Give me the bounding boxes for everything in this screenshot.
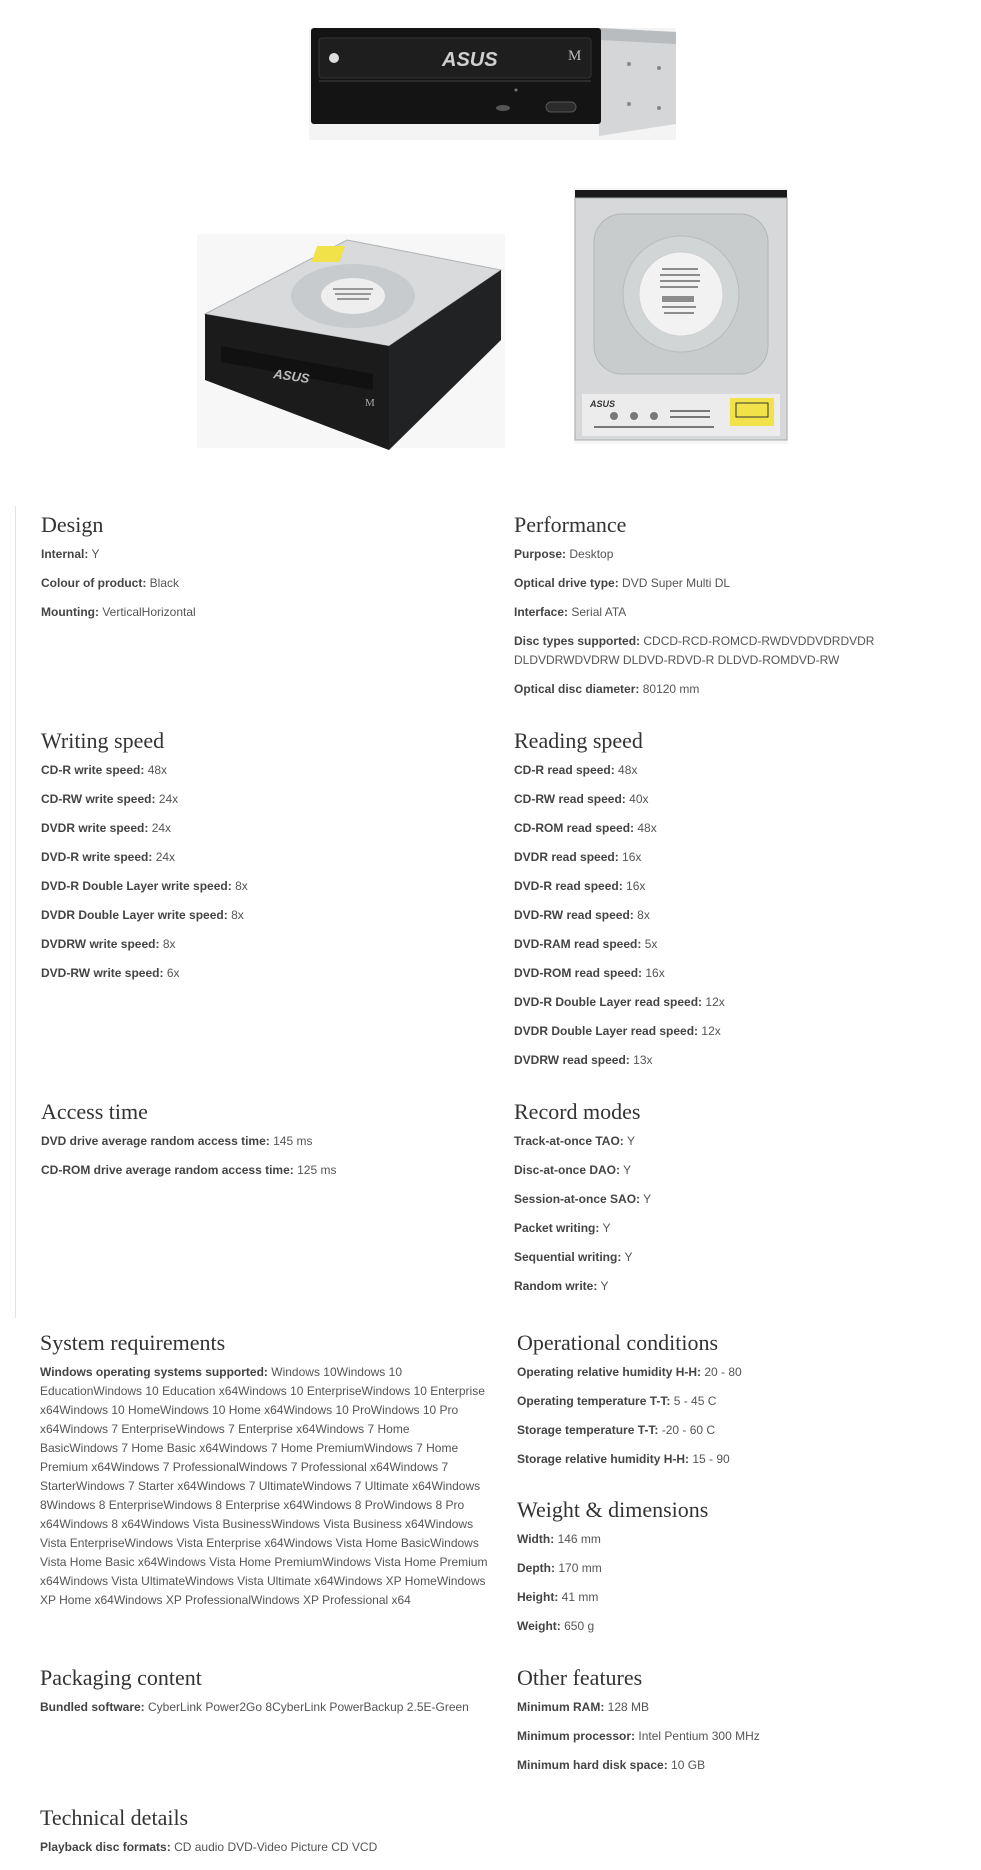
- spec-row: DVDR Double Layer read speed: 12x: [514, 1024, 721, 1038]
- spec-row: DVD-R Double Layer write speed: 8x: [41, 879, 248, 893]
- section-title: Technical details: [40, 1805, 189, 1830]
- section-title: Weight & dimensions: [517, 1497, 709, 1522]
- spec-row: Track-at-once TAO: Y: [514, 1134, 635, 1148]
- section-technical-details: [40, 1805, 940, 1867]
- spec-row: Random write: Y: [514, 1279, 609, 1293]
- spec-row: Depth: 170 mm: [517, 1561, 602, 1575]
- top-brand-text: ASUS: [590, 399, 616, 409]
- spec-row: CD-RW read speed: 40x: [514, 792, 649, 806]
- spec-row: Purpose: Desktop: [514, 547, 614, 561]
- section-title: Design: [41, 512, 104, 537]
- section-title: Record modes: [514, 1099, 641, 1124]
- spec-row: DVD-R Double Layer read speed: 12x: [514, 995, 725, 1009]
- section-title: Performance: [514, 512, 627, 537]
- spec-row: Playback disc formats: CD audio DVD-Video Picture CD VCD: [40, 1840, 378, 1854]
- spec-row: DVD drive average random access time: 145 ms: [41, 1134, 313, 1148]
- section-other-features: [517, 1665, 967, 1785]
- spec-row: DVDR Double Layer write speed: 8x: [41, 908, 244, 922]
- spec-row: DVD-RW write speed: 6x: [41, 966, 180, 980]
- spec-row: Disc-at-once DAO: Y: [514, 1163, 632, 1177]
- spec-row: CD-R read speed: 48x: [514, 763, 638, 777]
- section-access-time: [41, 1099, 471, 1190]
- section-title: Reading speed: [514, 728, 643, 753]
- spec-row: Weight: 650 g: [517, 1619, 595, 1633]
- spec-row: Packet writing: Y: [514, 1221, 611, 1235]
- spec-row: Storage temperature T-T: -20 - 60 C: [517, 1423, 716, 1437]
- section-title: Operational conditions: [517, 1330, 719, 1355]
- front-brand-text: ASUS: [442, 49, 498, 71]
- spec-row: Optical drive type: DVD Super Multi DL: [514, 576, 731, 590]
- spec-row: Interface: Serial ATA: [514, 605, 627, 619]
- spec-row: Colour of product: Black: [41, 576, 179, 590]
- spec-row: DVD-RW read speed: 8x: [514, 908, 650, 922]
- spec-row: CD-ROM read speed: 48x: [514, 821, 657, 835]
- spec-row: Minimum RAM: 128 MB: [517, 1700, 650, 1714]
- section-operational-conditions: [517, 1330, 967, 1479]
- section-design: [41, 512, 471, 632]
- section-title: System requirements: [40, 1330, 226, 1355]
- spec-row: Mounting: VerticalHorizontal: [41, 605, 196, 619]
- spec-row: Internal: Y: [41, 547, 100, 561]
- spec-row: CD-ROM drive average random access time: 125 ms: [41, 1163, 337, 1177]
- section-weight-dimensions: [517, 1497, 967, 1646]
- section-title: Packaging content: [40, 1665, 202, 1690]
- spec-row: DVD-R read speed: 16x: [514, 879, 646, 893]
- angled-mark-text: M: [365, 397, 375, 409]
- spec-row: Minimum processor: Intel Pentium 300 MHz: [517, 1729, 760, 1743]
- section-writing-speed: [41, 728, 471, 993]
- spec-row: DVDR write speed: 24x: [41, 821, 172, 835]
- section-system-requirements: [40, 1330, 490, 1620]
- spec-row: Disc types supported: CDCD-RCD-ROMCD-RWDVDDVDRDVDR DLDVDRWDVDRW DLDVD-RDVD-R DLDVD-ROMDVD-RW: [514, 634, 875, 667]
- section-reading-speed: [514, 728, 964, 1080]
- spec-row: DVD-RAM read speed: 5x: [514, 937, 658, 951]
- spec-row: Width: 146 mm: [517, 1532, 601, 1546]
- spec-row: Height: 41 mm: [517, 1590, 599, 1604]
- spec-row: DVDR read speed: 16x: [514, 850, 642, 864]
- spec-row: Minimum hard disk space: 10 GB: [517, 1758, 706, 1772]
- spec-row: Session-at-once SAO: Y: [514, 1192, 652, 1206]
- spec-row: Operating relative humidity H-H: 20 - 80: [517, 1365, 742, 1379]
- spec-row: CD-RW write speed: 24x: [41, 792, 179, 806]
- section-performance: [514, 512, 964, 709]
- section-title: Other features: [517, 1665, 643, 1690]
- spec-row: Bundled software: CyberLink Power2Go 8CyberLink PowerBackup 2.5E-Green: [40, 1700, 469, 1714]
- spec-row: Operating temperature T-T: 5 - 45 C: [517, 1394, 717, 1408]
- spec-row: DVDRW read speed: 13x: [514, 1053, 653, 1067]
- spec-row: Sequential writing: Y: [514, 1250, 633, 1264]
- product-image-angled: [197, 230, 505, 450]
- section-packaging-content: [40, 1665, 490, 1727]
- section-record-modes: [514, 1099, 964, 1306]
- front-mark-text: M: [568, 48, 582, 64]
- angled-brand-text: ASUS: [272, 366, 311, 386]
- spec-row: DVD-R write speed: 24x: [41, 850, 176, 864]
- left-divider-line: [15, 506, 16, 1318]
- spec-row: DVDRW write speed: 8x: [41, 937, 176, 951]
- section-title: Writing speed: [41, 728, 165, 753]
- product-image-top: [574, 188, 788, 444]
- spec-row: Storage relative humidity H-H: 15 - 90: [517, 1452, 730, 1466]
- section-title: Access time: [41, 1099, 148, 1124]
- spec-row: Windows operating systems supported: Windows 10Windows 10 EducationWindows 10 Education x64Windows 10 EnterpriseWindows 10 Enterprise x64Windows 10 HomeWindows 10 Home x64Windows 10 ProWindows 10 Pro x64Windows 7 EnterpriseWindows 7 Enterprise x64Windows 7 Home BasicWindows 7 Home Basic x64Windows 7 Home PremiumWindows 7 Home Premium x64Windows 7 ProfessionalWindows 7 Professional x64Windows 7 StarterWindows 7 Starter x64Windows 7 UltimateWindows 7 Ultimate x64Windows 8Windows 8 EnterpriseWindows 8 Enterprise x64Windows 8 ProWindows 8 Pro x64Windows 8 x64Windows Vista BusinessWindows Vista Business x64Windows Vista EnterpriseWindows Vista Enterprise x64Windows Vista Home BasicWindows Vista Home Basic x64Windows Vista Home PremiumWindows Vista Home Premium x64Windows Vista UltimateWindows Vista Ultimate x64Windows XP HomeWindows XP Home x64Windows XP ProfessionalWindows XP Professional x64: [40, 1365, 488, 1607]
- spec-row: DVD-ROM read speed: 16x: [514, 966, 665, 980]
- spec-row: CD-R write speed: 48x: [41, 763, 168, 777]
- spec-row: Optical disc diameter: 80120 mm: [514, 682, 700, 696]
- product-image-front: [309, 24, 676, 140]
